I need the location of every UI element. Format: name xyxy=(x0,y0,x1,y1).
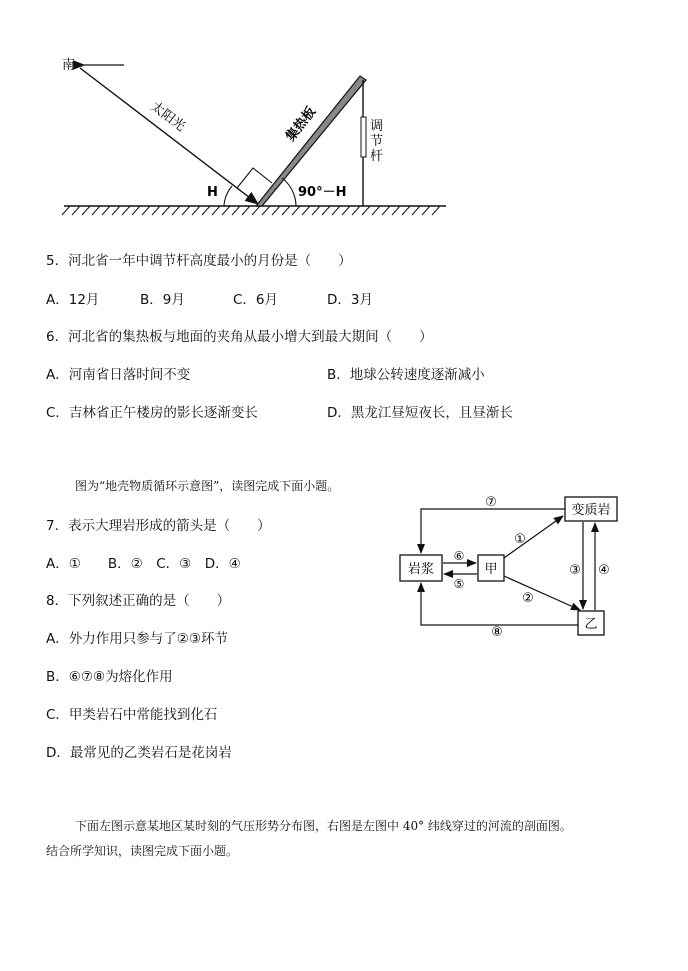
label-magma: 岩浆 xyxy=(407,562,435,577)
q8-option-d[interactable]: D．最常见的乙类岩石是花岗岩 xyxy=(46,745,232,761)
rock-cycle-intro: 图为“地壳物质循环示意图”，读图完成下面小题。 xyxy=(75,479,340,493)
num-4: ④ xyxy=(598,563,610,578)
q6-option-a[interactable]: A．河南省日落时间不变 xyxy=(46,367,191,383)
q8-option-b[interactable]: B．⑥⑦⑧为熔化作用 xyxy=(46,669,173,685)
q5-option-a[interactable]: A．12月 xyxy=(46,292,100,308)
q6-option-b[interactable]: B．地球公转速度逐渐减小 xyxy=(327,367,485,383)
num-8: ⑧ xyxy=(491,625,503,640)
num-2: ② xyxy=(522,591,534,606)
q6-option-c[interactable]: C．吉林省正午楼房的影长逐渐变长 xyxy=(46,405,258,421)
q5-option-d[interactable]: D．3月 xyxy=(327,292,373,308)
q6-option-d[interactable]: D．黑龙江昼短夜长，且昼渐长 xyxy=(327,405,513,421)
label-jia: 甲 xyxy=(484,562,498,577)
num-6: ⑥ xyxy=(453,549,465,563)
num-7: ⑦ xyxy=(485,495,497,510)
panel-label: 集热板 xyxy=(283,104,320,145)
q7-options[interactable]: A．① B．② C．③ D．④ xyxy=(46,556,241,572)
angle-h-label: H xyxy=(207,185,218,200)
rod-label-2: 节 xyxy=(370,134,384,149)
num-1: ① xyxy=(514,532,526,547)
rod-label-1: 调 xyxy=(370,119,384,134)
q5-option-b[interactable]: B．9月 xyxy=(140,292,185,308)
q8-option-a[interactable]: A．外力作用只参与了②③环节 xyxy=(46,631,228,647)
arrow-2 xyxy=(504,576,580,610)
label-metamorphic: 变质岩 xyxy=(571,503,611,518)
arrow-1 xyxy=(504,516,563,558)
q8-stem: 8．下列叙述正确的是（ ） xyxy=(46,593,231,609)
num-5: ⑤ xyxy=(453,577,465,591)
q5-option-c[interactable]: C．6月 xyxy=(233,292,279,308)
rod-label-3: 杆 xyxy=(370,149,384,164)
q6-stem: 6．河北省的集热板与地面的夹角从最小增大到最大期间（ ） xyxy=(46,329,433,345)
q7-stem: 7．表示大理岩形成的箭头是（ ） xyxy=(46,518,271,534)
pressure-intro-line2: 结合所学知识，读图完成下面小题。 xyxy=(46,844,239,858)
q5-stem: 5．河北省一年中调节杆高度最小的月份是（ ） xyxy=(46,253,352,269)
num-3: ③ xyxy=(569,563,581,578)
south-label: 南 xyxy=(62,58,76,73)
arrow-8 xyxy=(421,583,578,625)
angle-comp-label: 90°－H xyxy=(298,185,347,200)
arrow-7 xyxy=(421,509,565,553)
sunlight-label: 太阳光 xyxy=(147,99,188,135)
pressure-intro-line1: 下面左图示意某地区某时刻的气压形势分布图，右图是左图中 40° 纬线穿过的河流的剖面图。 xyxy=(75,819,572,833)
label-yi: 乙 xyxy=(584,617,598,632)
q8-option-c[interactable]: C．甲类岩石中常能找到化石 xyxy=(46,707,218,723)
